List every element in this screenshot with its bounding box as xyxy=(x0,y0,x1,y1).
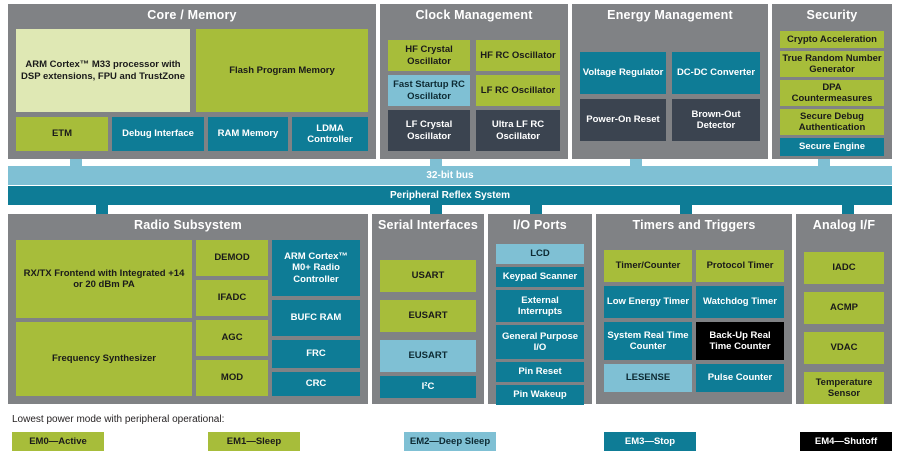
block-pin-wakeup: Pin Wakeup xyxy=(496,385,584,405)
group-title-clock-management: Clock Management xyxy=(415,8,533,22)
legend-item-em2: EM2—Deep Sleep xyxy=(404,432,496,451)
block-system-real-time-counter: System Real Time Counter xyxy=(604,322,692,360)
block-ifadc: IFADC xyxy=(196,280,268,316)
block-mod: MOD xyxy=(196,360,268,396)
block-ldma-controller: LDMA Controller xyxy=(292,117,368,151)
block-agc: AGC xyxy=(196,320,268,356)
group-title-serial-interfaces: Serial Interfaces xyxy=(378,218,478,232)
block-external-interrupts: External Interrupts xyxy=(496,290,584,322)
block-protocol-timer: Protocol Timer xyxy=(696,250,784,282)
legend-item-em0: EM0—Active xyxy=(12,432,104,451)
group-title-io-ports: I/O Ports xyxy=(513,218,567,232)
block-lesense: LESENSE xyxy=(604,364,692,392)
group-title-analog-if: Analog I/F xyxy=(812,218,876,232)
block-vdac: VDAC xyxy=(804,332,884,364)
block-i2c: I²C xyxy=(380,376,476,398)
block-true-random-number-generator: True Random Number Generator xyxy=(780,51,884,77)
group-clock-management xyxy=(380,4,568,159)
block-ram-memory: RAM Memory xyxy=(208,117,288,151)
block-back-up-real-time-counter: Back-Up Real Time Counter xyxy=(696,322,784,360)
bus-peripheral-reflex-system: Peripheral Reflex System xyxy=(8,186,892,205)
group-title-core-memory: Core / Memory xyxy=(147,8,237,22)
block-hf-rc-oscillator: HF RC Oscillator xyxy=(476,40,560,71)
block-power-on-reset: Power-On Reset xyxy=(580,99,666,141)
block-dpa-countermeasures: DPA Countermeasures xyxy=(780,80,884,106)
group-radio-subsystem xyxy=(8,214,368,404)
block-rx-tx-frontend: RX/TX Frontend with Integrated +14 or 20 dBm PA xyxy=(16,240,192,318)
block-debug-interface: Debug Interface xyxy=(112,117,204,151)
group-analog-if xyxy=(796,214,892,404)
legend-item-em1: EM1—Sleep xyxy=(208,432,300,451)
group-serial-interfaces xyxy=(372,214,484,404)
block-iadc: IADC xyxy=(804,252,884,284)
group-core-memory xyxy=(8,4,376,159)
group-energy-management xyxy=(572,4,768,159)
block-arm-cortex-m0-radio-controller: ARM Cortex™ M0+ Radio Controller xyxy=(272,240,360,296)
block-brown-out-detector: Brown-Out Detector xyxy=(672,99,760,141)
block-pin-reset: Pin Reset xyxy=(496,362,584,382)
group-title-timers-triggers: Timers and Triggers xyxy=(632,218,756,232)
group-io-ports xyxy=(488,214,592,404)
block-hf-crystal-oscillator: HF Crystal Oscillator xyxy=(388,40,470,71)
block-demod: DEMOD xyxy=(196,240,268,276)
block-temperature-sensor: Temperature Sensor xyxy=(804,372,884,404)
block-crc: CRC xyxy=(272,372,360,396)
block-secure-debug-authentication: Secure Debug Authentication xyxy=(780,109,884,135)
bus-32-bit: 32-bit bus xyxy=(8,166,892,185)
block-ultra-lf-rc-oscillator: Ultra LF RC Oscillator xyxy=(476,110,560,151)
block-keypad-scanner: Keypad Scanner xyxy=(496,267,584,287)
block-secure-engine: Secure Engine xyxy=(780,138,884,156)
group-title-energy-management: Energy Management xyxy=(607,8,733,22)
block-lf-rc-oscillator: LF RC Oscillator xyxy=(476,75,560,106)
block-dc-dc-converter: DC-DC Converter xyxy=(672,52,760,94)
block-flash-program-memory: Flash Program Memory xyxy=(196,29,368,112)
block-bufc-ram: BUFC RAM xyxy=(272,300,360,336)
block-timer-counter: Timer/Counter xyxy=(604,250,692,282)
group-title-security: Security xyxy=(806,8,858,22)
group-title-radio-subsystem: Radio Subsystem xyxy=(134,218,242,232)
legend-item-em4: EM4—Shutoff xyxy=(800,432,892,451)
block-frc: FRC xyxy=(272,340,360,368)
legend-item-em3: EM3—Stop xyxy=(604,432,696,451)
block-usart: USART xyxy=(380,260,476,292)
block-arm-cortex-m33: ARM Cortex™ M33 processor with DSP extensions, FPU and TrustZone xyxy=(16,29,190,112)
block-crypto-acceleration: Crypto Acceleration xyxy=(780,31,884,48)
group-timers-triggers xyxy=(596,214,792,404)
block-eusart-1: EUSART xyxy=(380,300,476,332)
block-lf-crystal-oscillator: LF Crystal Oscillator xyxy=(388,110,470,151)
block-low-energy-timer: Low Energy Timer xyxy=(604,286,692,318)
block-frequency-synthesizer: Frequency Synthesizer xyxy=(16,322,192,396)
block-watchdog-timer: Watchdog Timer xyxy=(696,286,784,318)
block-voltage-regulator: Voltage Regulator xyxy=(580,52,666,94)
block-lcd: LCD xyxy=(496,244,584,264)
block-pulse-counter: Pulse Counter xyxy=(696,364,784,392)
group-security xyxy=(772,4,892,159)
legend-caption: Lowest power mode with peripheral operational: xyxy=(12,414,225,425)
block-acmp: ACMP xyxy=(804,292,884,324)
block-eusart-2: EUSART xyxy=(380,340,476,372)
block-general-purpose-io: General Purpose I/O xyxy=(496,325,584,359)
block-fast-startup-rc-oscillator: Fast Startup RC Oscillator xyxy=(388,75,470,106)
block-etm: ETM xyxy=(16,117,108,151)
